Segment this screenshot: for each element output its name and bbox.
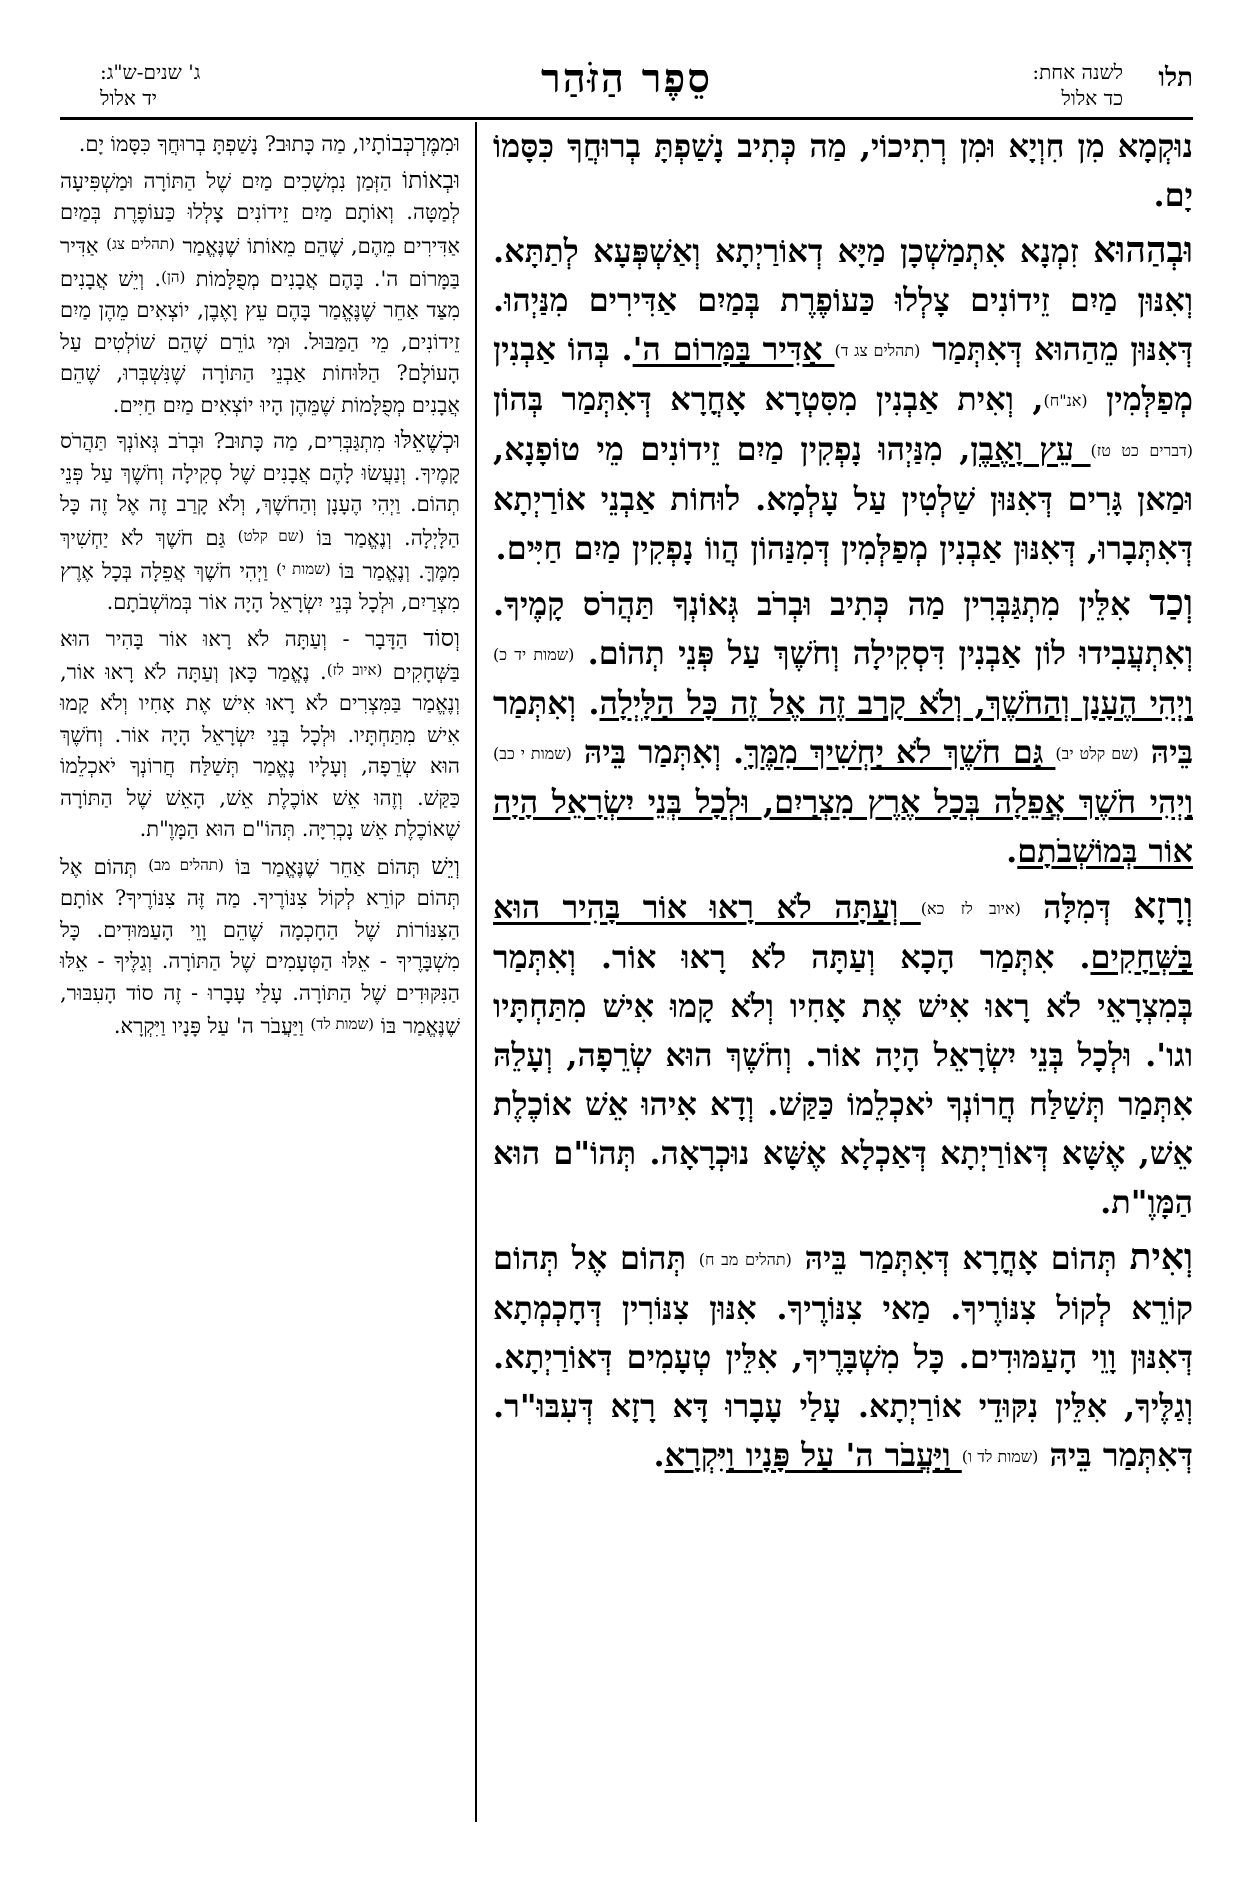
paragraph (60, 425, 460, 623)
header-rule (60, 117, 1193, 120)
verse-reference: (שמות י כב) (493, 744, 572, 763)
verse-reference: (תהלים צג ד) (834, 341, 921, 360)
paragraph-text: נוּקְמָא מִן חִוְיָא וּמִן רְתִיכוֹי, מַה כְּתִיב נָשַׁפְתָּ בְרוּחֲךָ כִּסָּמוֹ יָם. (493, 127, 1193, 214)
paragraph-text: תְּהוֹם אָחֳרָא דְּאִתְּמַר בֵּיהּ (791, 1239, 1130, 1277)
lead-word: וְסוֹד (423, 623, 460, 652)
paragraph (493, 882, 1193, 1233)
paragraph-text: תְּהוֹם אֶל תְּהוֹם קוֹרֵא לְקוֹל צִנּוֹרֶיךָ. מַאי צִנּוֹרֶיךָ. אִנּוּן צִנּוֹרִין דְּחָכְמְתָא דְּאִנּוּן וָוֵי הָעַמּוּדִים. כָּל מִשְׁבָּרֶיךָ, אִלֵּין טְעָמִים דְּאוֹרַיְתָא. וְגַלֶּיךָ, אִלֵּין נִקּוּדֵי אוֹרַיְתָא. עָלַי עָבָרוּ דָּא רָזָא דְּעִבּוּ"ר. דְּאִתְּמַר בֵּיהּ (493, 1239, 1193, 1474)
paragraph-text: תְּהוֹם אֶל תְּהוֹם קוֹרֵא לְקוֹל צִנּוֹרֶיךָ. מַה זֶּה צִנּוֹרֶיךָ? אוֹתָם הַצִּנּוֹרוֹת שֶׁל הַחָכְמָה שֶׁהֵם וָוֵי הָעַמּוּדִים. כָּל מִשְׁבָּרֶיךָ - אֵלּוּ הַטְּעָמִים שֶׁל הַתּוֹרָה. וְגַלֶּיךָ - אֵלּוּ הַנִּקּוּדִים שֶׁל הַתּוֹרָה. עָלַי עָבָרוּ - זֶה סוֹד הָעִבּוּר, שֶׁנֶּאֱמַר בּוֹ (60, 854, 460, 1038)
paragraph-text: תְּהוֹם אַחֵר שֶׁנֶּאֱמַר בּוֹ (223, 854, 432, 879)
verse-quote: גַּם חֹשֶׁךְ לֹא יַחְשִׁיךְ מִמֶּךָּ (744, 733, 1056, 771)
verse-reference: (תהלים מב) (148, 855, 224, 874)
verse-reference: (איוב לז) (326, 661, 383, 680)
paragraph-text: , מַה כָּתוּב? נָשַׁפְתָּ בְרוּחֲךָ כִּסָּמוֹ יָם. (78, 132, 360, 156)
paragraph-text: דְּמִלָּה (1020, 888, 1134, 926)
paragraph (493, 122, 1193, 226)
verse-reference: (שם קלט) (237, 526, 305, 545)
lead-word: וּבְאוֹתוֹ (402, 165, 460, 194)
reading-schedule-three-years (100, 59, 200, 111)
column-divider (475, 122, 477, 1822)
verse-quote: וַיְהִי חֹשֶׁךְ אֲפֵלָה בְּכָל אֶרֶץ מִצְרַיִם, וּלְכָל בְּנֵי יִשְׂרָאֵל הָיָה אוֹר בְּמוֹשְׁבֹתָם (493, 783, 1193, 870)
verse-reference: (תהלים מב ח) (698, 1250, 792, 1269)
paragraph-text: . וְיֵשׁ אֲבָנִים מִצַּד אַחֵר שֶׁנֶּאֱמַר בָּהֶם עֵץ וָאֶבֶן, יוֹצְאִים מֵהֶן מַיִם זֵידוֹנִים, מֵי הַמַּבּוּל. וּמִי גוֹרֵם שֶׁהֵם שׁוֹלְטִים עַל הָעוֹלָם? הַלּוּחוֹת אַבְנֵי הַתּוֹרָה שֶׁנִּשְׁבְּרוּ, שֶׁהֵם אֲבָנִים מְפֻלָּמוֹת שֶׁמֵּהֶן הָיוּ יוֹצְאִים מַיִם חַיִּים. (60, 266, 460, 417)
paragraph-text: גַּם חֹשֶׁךְ לֹא יַחְשִׁיךְ מִמֶּךָּ. וְנֶאֱמַר בּוֹ (60, 525, 460, 583)
paragraph-text: . בְּהוֹ אַבְנִין מְפַלְּמִין (493, 330, 1194, 418)
lead-word: וְרָזָא (1133, 885, 1193, 927)
verse-reference: (אנ"ח) (1043, 391, 1088, 410)
schedule-date: כד אלול (1061, 86, 1123, 110)
paragraph (493, 579, 1193, 882)
translation-column (60, 128, 460, 1046)
lead-word: וּבְהַהוּא (1093, 229, 1193, 271)
verse-reference: (שמות י) (276, 559, 331, 578)
paragraph-text: הַזְּמַן נִמְשָׁכִים מַיִם שֶׁל הַתּוֹרָה וּמַשְׁפִּיעָה לְמַטָּה. וְאוֹתָם מַיִם זֵידוֹנִים צָלְלוּ כַּעוֹפֶרֶת בְּמַיִם אַדִּירִים מֵהֶם, שֶׁהֵם מֵאוֹתוֹ שֶׁנֶּאֱמַר (60, 168, 460, 258)
verse-reference: (שמות יד כ) (493, 645, 575, 664)
lead-word: וּכְשֶׁאֵלּוּ (394, 426, 460, 455)
verse-reference: (שמות לד ו) (961, 1447, 1039, 1466)
verse-reference: (דברים כט טז) (1090, 441, 1194, 460)
verse-quote: וַיְהִי הֶעָנָן וְהַחֹשֶׁךְ, וְלֹא קָרַב זֶה אֶל זֶה כָּל הַלָּיְלָה (599, 684, 1193, 722)
verse-quote: וְעַתָּה לֹא רָאוּ אוֹר בָּהִיר הוּא בַּשְּׁחָקִים (493, 888, 1193, 976)
paragraph-text: הַדָּבָר - וְעַתָּה לֹא רָאוּ אוֹר בָּהִיר הוּא בַּשְּׁחָקִים (60, 626, 460, 684)
schedule-label: ג' שנים-ש"ג: (100, 60, 201, 84)
verse-reference: (שמות לד) (310, 1015, 375, 1034)
paragraph-text: וַיַּעֲבֹר ה' עַל פָּנָיו וַיִּקְרָא. (113, 1013, 311, 1038)
paragraph-text: זִמְנָא אִתְמַשְׁכָן מַיָּא דְאוֹרַיְתָא וְאַשְׁפְּעָא לְתַתָּא. וְאִנּוּן מַיִם זֵידוֹנִים צָלְלוּ כַּעוֹפֶרֶת בְּמַיִם אַדִּירִים מִנַּיְהוּ. דְּאִנּוּן מֵהַהוּא דְּאִתְּמַר (493, 232, 1194, 368)
paragraph-text: מִתְגַּבְּרִים, מַה כָּתוּב? וּבְרֹב גְּאוֹנְךָ תַּהֲרֹס קָמֶיךָ. וְנַעֲשׂוּ לָהֶם אֲבָנִים שֶׁל סְקִילָה וְחֹשֶׁךְ עַל פְּנֵי תְהוֹם. וַיְהִי הֶעָנָן וְהַחֹשֶׁךְ, וְלֹא קָרַב זֶה אֶל זֶה כָּל הַלָּיְלָה. וְנֶאֱמַר בּוֹ (60, 429, 461, 550)
lead-word: וְיֵשׁ (431, 851, 460, 880)
paragraph-text: . (1006, 832, 1018, 870)
paragraph-text: , וְאִית אַבְנִין מִסִּטְרָא אָחֳרָא דְּאִתְּמַר בְּהוֹן (493, 380, 1044, 418)
paragraph (60, 165, 460, 426)
page-header (60, 55, 1193, 117)
verse-reference: (שם קלט יב) (1055, 744, 1139, 763)
paragraph-text: אִלֵּין מִתְגַּבְּרִין מַה כְּתִיב וּבְרֹב גְּאוֹנְךָ תַּהֲרֹס קָמֶיךָ. וְאִתְעֲבִידוּ לוֹן אַבְנִין דִּסְקִילָה וְחֹשֶׁךְ עַל פְּנֵי תְהוֹם. (493, 585, 1194, 672)
paragraph (60, 128, 460, 165)
paragraph-text: אַדִּיר בַּמָּרוֹם ה'. בָּהֶם אֲבָנִים מְפֻלָּמוֹת (60, 233, 461, 291)
paragraph (60, 850, 460, 1047)
book-title: סֵפֶר הַזֹּהַר (541, 55, 712, 102)
paragraph-text: . אִתְּמַר הָכָא וְעַתָּה לֹא רָאוּ אוֹר. וְאִתְּמַר בְּמִצְרָאֵי לֹא רָאוּ אִישׁ אֶת אָחִיו וְלֹא קָמוּ אִישׁ מִתַּחְתָּיו וגו'. וּלְכָל בְּנֵי יִשְׂרָאֵל הָיָה אוֹר. וְחֹשֶׁךְ הוּא שְׂרֵפָה, וְעָלֵהּ אִתְּמַר תְּשַׁלַּח חֲרוֹנְךָ יֹאכְלֵמוֹ כַּקַּשׁ. וְדָא אִיהוּ אֵשׁ אוֹכֶלֶת אֵשׁ, אֶשָּׁא דְּאוֹרַיְתָא דְּאַכְלָא אֶשָּׁא נוּכְרָאָה. תְּהוֹ"ם הוּא הַמָּוֶ"ת. (493, 938, 1193, 1221)
paragraph-text: . וְאִתְּמַר בֵּיהּ (571, 733, 745, 771)
paragraph-text: וַיְהִי חֹשֶׁךְ אֲפֵלָה בְּכָל אֶרֶץ מִצְרַיִם, וּלְכָל בְּנֵי יִשְׂרָאֵל הָיָה אוֹר בְּמוֹשְׁבֹתָם. (60, 558, 460, 615)
schedule-date: יד אלול (100, 86, 158, 110)
paragraph-text: . וְאִתְּמַר בֵּיהּ (493, 684, 1194, 771)
page-number: תלו (1158, 63, 1193, 93)
verse-quote: וַיַּעֲבֹר ה' עַל פָּנָיו וַיִּקְרָא (664, 1436, 962, 1474)
schedule-label: לשנה אחת: (1032, 60, 1123, 84)
paragraph (493, 1233, 1193, 1487)
lead-word: וְאִית (1129, 1236, 1194, 1278)
verse-reference: (הן) (161, 267, 186, 286)
paragraph-text: , מִנַּיְהוּ נָפְקִין מַיִם זֵידוֹנִים מֵי טוֹפָנָא, וּמַאן גָּרִים דְּאִנּוּן שַׁלְטִין עַל עָלְמָא. לוּחוֹת אַבְנֵי אוֹרַיְתָא דְּאִתְּבָרוּ, דְּאִנּוּן אַבְנִין מְפַלְּמִין דְּמִנַּהוֹן הֲווֹ נָפְקִין מַיִם חַיִּים. (493, 430, 1193, 567)
paragraph (60, 623, 460, 850)
paragraph (493, 226, 1193, 579)
verse-reference: (איוב לז כא) (920, 899, 1021, 918)
verse-quote: אַדִּיר בַּמָּרוֹם ה' (632, 330, 835, 368)
main-text-column (493, 122, 1193, 1487)
verse-reference: (תהלים צג) (106, 234, 175, 253)
lead-word: וְכַד (1149, 582, 1193, 624)
lead-word: וּמִמֶּרְכְּבוֹתָיו (359, 129, 460, 157)
paragraph-text: . (653, 1436, 665, 1474)
verse-quote: עֵץ וָאֶבֶן (970, 430, 1091, 468)
paragraph-text: . נֶאֱמַר כָּאן וְעַתָּה לֹא רָאוּ אוֹר, וְנֶאֱמַר בַּמִּצְרִים לֹא רָאוּ אִישׁ אֶת אָחִיו וְלֹא קָמוּ אִישׁ מִתַּחְתָּיו. וּלְכָל בְּנֵי יִשְׂרָאֵל הָיָה אוֹר. וְחֹשֶׁךְ הוּא שְׂרֵפָה, וְעָלָיו נֶאֱמַר תְּשַׁלַּח חֲרוֹנְךָ יֹאכְלֵמוֹ כַּקַּשׁ. וְזֶהוּ אֵשׁ אוֹכֶלֶת אֵשׁ, הָאֵשׁ שֶׁל הַתּוֹרָה שֶׁאוֹכֶלֶת אֵשׁ נָכְרִיָּה. תְּהוֹ"ם הוּא הַמָּוֶ"ת. (60, 659, 460, 842)
